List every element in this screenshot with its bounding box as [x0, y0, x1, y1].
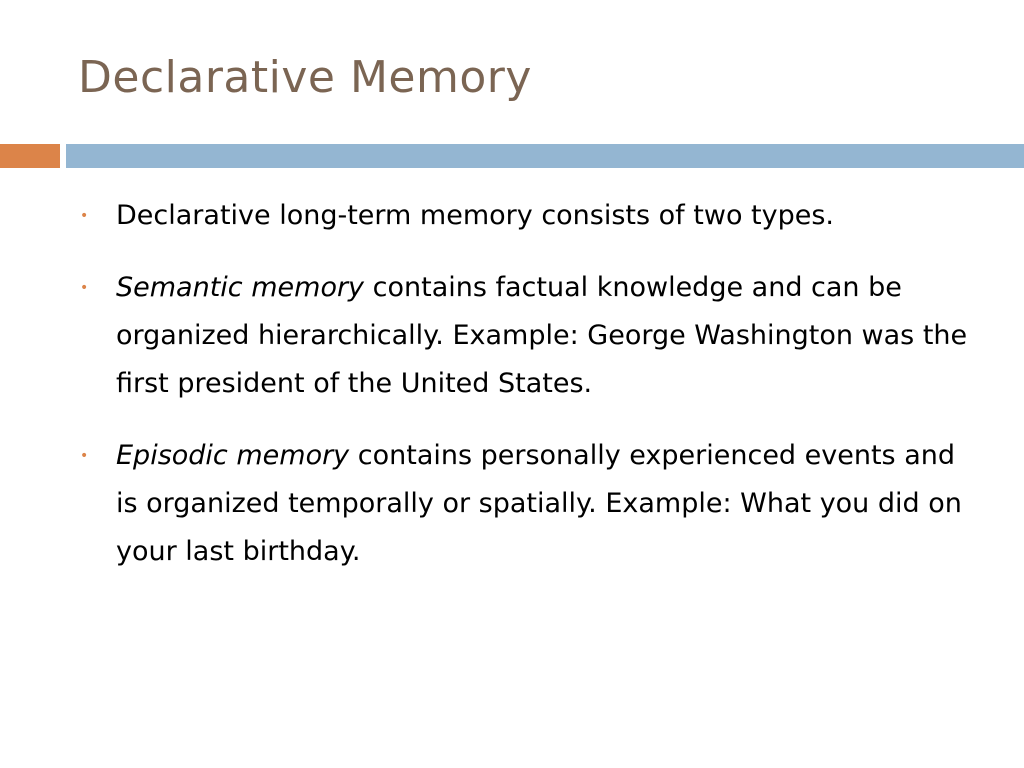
- bullet-dot-icon: •: [80, 448, 89, 464]
- bullet-item-episodic: [80, 432, 970, 576]
- bullet-term: Episodic memory: [116, 440, 350, 471]
- bullet-term: Semantic memory: [116, 272, 365, 303]
- bullet-item-declarative: [80, 192, 970, 240]
- bullet-text: contains factual knowledge and can be organized hierarchically. Example: George Washington was the first president of the United States.: [116, 272, 968, 399]
- bullet-dot-icon: •: [80, 208, 89, 224]
- bullet-dot-icon: •: [80, 280, 89, 296]
- accent-bar-orange: [0, 144, 60, 168]
- bullet-text: contains personally experienced events and is organized temporally or spatially. Example: What you did on your last birthday.: [116, 440, 962, 567]
- bullet-text: Declarative long-term memory consists of two types.: [116, 200, 835, 231]
- slide-title: Declarative Memory: [78, 52, 532, 103]
- bullet-item-semantic: [80, 264, 970, 408]
- accent-bar-blue: [66, 144, 1024, 168]
- bullet-list: [80, 192, 970, 600]
